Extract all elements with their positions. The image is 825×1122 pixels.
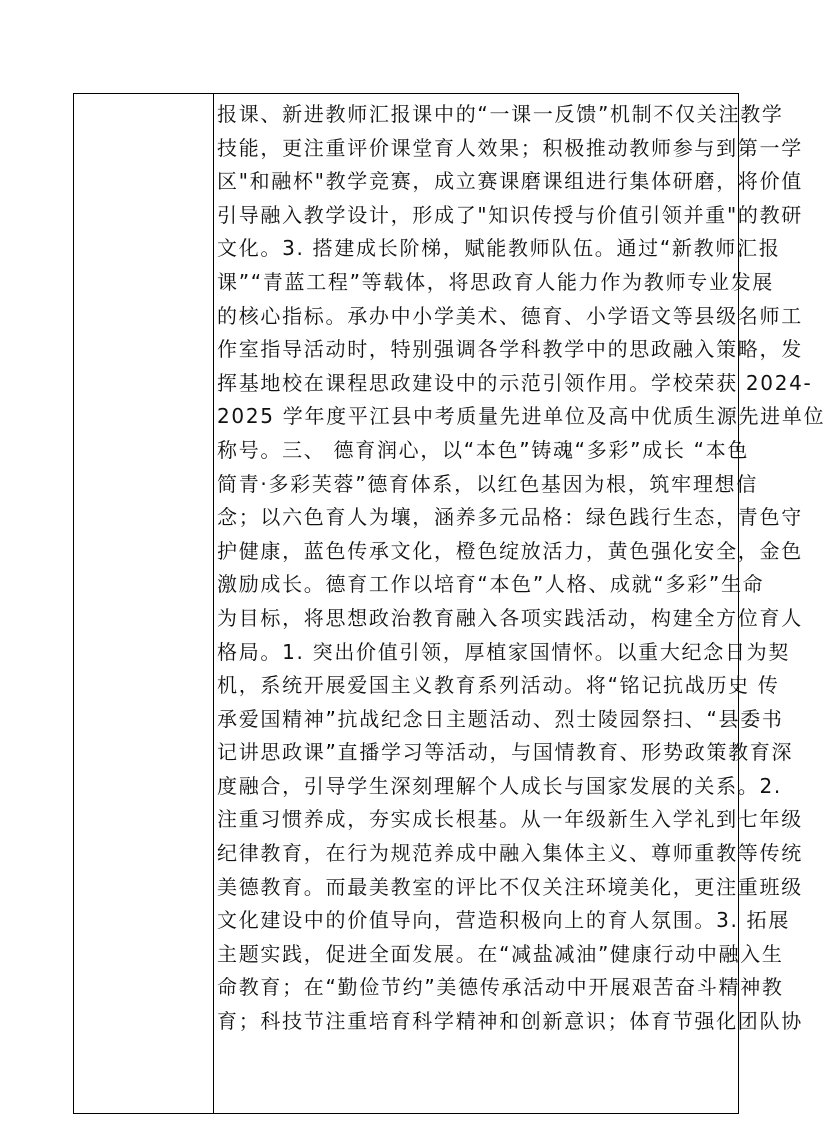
text-line: 技能，更注重评价课堂育人效果；积极推动教师参与到第一学 — [217, 135, 803, 160]
text-line: 机，系统开展爱国主义教育系列活动。将“铭记抗战历史 传 — [217, 673, 780, 698]
text-line: 育；科技节注重培育科学精神和创新意识；体育节强化团队协 — [217, 1009, 803, 1034]
text-line: 纪律教育，在行为规范养成中融入集体主义、尊师重教等传统 — [217, 841, 803, 866]
text-line: 注重习惯养成，夯实成长根基。从一年级新生入学礼到七年级 — [217, 807, 803, 832]
text-line: 为目标，将思想政治教育融入各项实践活动，构建全方位育人 — [217, 605, 803, 630]
table-content-cell — [214, 94, 825, 1113]
text-line: 格局。1. 突出价值引领，厚植家国情怀。以重大纪念日为契 — [217, 639, 791, 664]
text-line: 报课、新进教师汇报课中的“一课一反馈”机制不仅关注教学 — [217, 102, 784, 126]
text-line: 度融合，引导学生深刻理解个人成长与国家发展的关系。2. — [217, 773, 782, 798]
text-line: 命教育；在“勤俭节约”美德传承活动中开展艰苦奋斗精神教 — [217, 975, 784, 1000]
text-line: 主题实践，促进全面发展。在“减盐减油”健康行动中融入生 — [217, 941, 784, 966]
text-line: 记讲思政课”直播学习等活动，与国情教育、形势政策教育深 — [217, 740, 794, 765]
text-line: 承爱国精神”抗战纪念日主题活动、烈士陵园祭扫、“县委书 — [217, 706, 784, 731]
document-table — [73, 93, 825, 1114]
text-line: 护健康，蓝色传承文化，橙色绽放活力，黄色强化安全，金色 — [217, 538, 803, 563]
text-line: 挥基地校在课程思政建设中的示范引领作用。学校荣获 2024- — [217, 370, 813, 395]
text-line: 区"和融杯"教学竞赛，成立赛课磨课组进行集体研磨，将价值 — [217, 169, 803, 194]
text-line: 的核心指标。承办中小学美术、德育、小学语文等县级名师工 — [217, 303, 803, 328]
body-paragraph — [217, 98, 825, 1039]
table-left-cell — [74, 94, 214, 1113]
text-line: 念；以六色育人为壤，涵养多元品格：绿色践行生态，青色守 — [217, 505, 803, 530]
text-line: 激励成长。德育工作以培育“本色”人格、成就“多彩”生命 — [217, 572, 765, 597]
text-line: 简青·多彩芙蓉”德育体系，以红色基因为根，筑牢理想信 — [217, 471, 758, 496]
text-line: 文化。3. 搭建成长阶梯，赋能教师队伍。通过“新教师汇报 — [217, 236, 781, 261]
text-line: 引导融入教学设计，形成了"知识传授与价值引领并重"的教研 — [217, 202, 803, 227]
text-line: 称号。三、 德育润心，以“本色”铸魂“多彩”成长 “本色 — [217, 437, 750, 462]
text-line: 美德教育。而最美教室的评比不仅关注环境美化，更注重班级 — [217, 874, 803, 899]
text-line: 课”“青蓝工程”等载体，将思政育人能力作为教师专业发展 — [217, 269, 774, 294]
text-line: 2025 学年度平江县中考质量先进单位及高中优质生源先进单位 — [217, 404, 825, 429]
text-line: 文化建设中的价值导向，营造积极向上的育人氛围。3. 拓展 — [217, 908, 791, 933]
text-line: 作室指导活动时，特别强调各学科教学中的思政融入策略，发 — [217, 337, 803, 362]
